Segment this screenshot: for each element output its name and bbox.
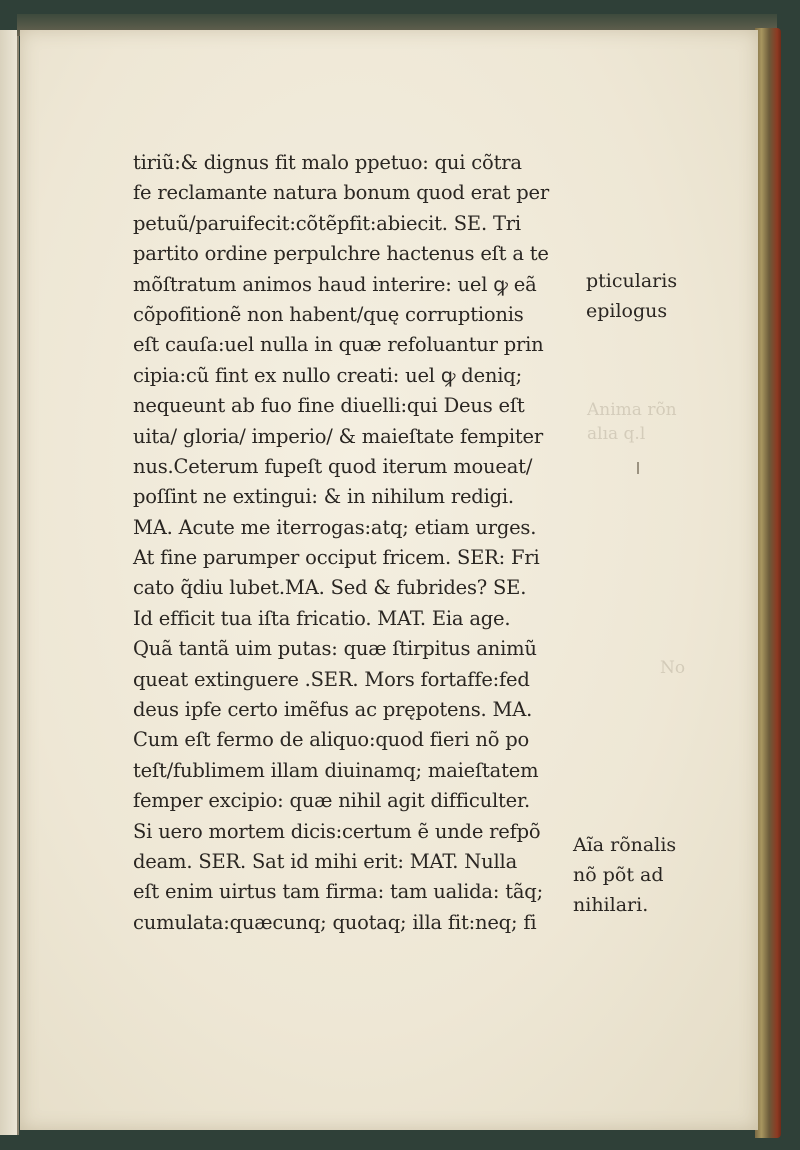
main-text-block	[133, 148, 573, 938]
margin-note-line: Aĩa rõnalis	[573, 834, 677, 856]
text-line: Id efficit tua iſta fricatio. MAT. Eia age.	[133, 606, 511, 630]
text-line: cato q̃diu lubet.MA. Sed & fubrides? SE.	[133, 576, 527, 600]
text-line: Cum eſt fermo de aliquo:quod fieri nõ po	[133, 728, 530, 752]
margin-note-line: nõ põt ad	[573, 864, 664, 886]
text-line: deam. SER. Sat id mihi erit: MAT. Nulla	[133, 849, 518, 873]
text-line: nequeunt ab fuo fine diuelli:qui Deus eſt	[133, 394, 525, 418]
text-line: deus ipfe certo imẽfus ac prępotens. MA.	[133, 698, 533, 722]
text-line: poſſint ne extingui: & in nihilum redigi.	[133, 485, 514, 509]
bleed-through-text: No	[660, 658, 686, 678]
text-line: eſt cauſa:uel nulla in quæ refoluantur prin	[133, 333, 544, 357]
bleed-through-text	[587, 398, 677, 446]
margin-note-epilogus	[586, 266, 677, 326]
margin-note-line: nihilari.	[573, 894, 649, 916]
text-line: petuũ/paruifecit:cõtẽpfit:abiecit. SE. Tri	[133, 211, 521, 235]
text-line: mõſtratum animos haud interire: uel ꝙ eã	[133, 272, 537, 296]
page-mark	[637, 462, 639, 474]
text-line: At fine parumper occiput fricem. SER: Fri	[133, 546, 540, 570]
text-line: nus.Ceterum fupeſt quod iterum moueat/	[133, 454, 533, 478]
text-line: eſt enim uirtus tam firma: tam ualida: tãq;	[133, 880, 543, 904]
margin-note-anima	[573, 830, 676, 920]
text-line: uita/ gloria/ imperio/ & maieſtate fempiter	[133, 424, 544, 448]
text-line: queat extinguere .SER. Mors fortaffe:fed	[133, 667, 530, 691]
text-line: Quã tantã uim putas: quæ ſtirpitus animũ	[133, 637, 537, 661]
previous-page-edge	[0, 30, 19, 1135]
text-line: teſt/fublimem illam diuinamq; maieſtatem	[133, 758, 539, 782]
manuscript-page	[20, 30, 758, 1130]
text-line: Si uero mortem dicis:certum ẽ unde refpõ	[133, 819, 541, 843]
margin-note-line: epilogus	[586, 300, 668, 322]
bleed-line: Anima rõn	[587, 400, 677, 420]
text-line: cõpofitionẽ non habent/quę corruptionis	[133, 302, 524, 326]
text-line: fe reclamante natura bonum quod erat per	[133, 181, 549, 205]
book-cover-edge	[755, 28, 781, 1138]
margin-note-line: pticularis	[586, 270, 678, 292]
bleed-line: alıa q.l	[587, 424, 646, 444]
text-line: cipia:cũ fint ex nullo creati: uel ꝙ deniq;	[133, 363, 522, 387]
text-line: MA. Acute me iterrogas:atq; etiam urges.	[133, 515, 537, 539]
text-line: tiriũ:& dignus fit malo ppetuo: qui cõtra	[133, 151, 522, 174]
text-line: cumulata:quæcunq; quotaq; illa fit:neq; fi	[133, 910, 537, 934]
text-line: femper excipio: quæ nihil agit difficulter.	[133, 789, 530, 813]
text-line: partito ordine perpulchre hactenus eſt a te	[133, 242, 549, 266]
